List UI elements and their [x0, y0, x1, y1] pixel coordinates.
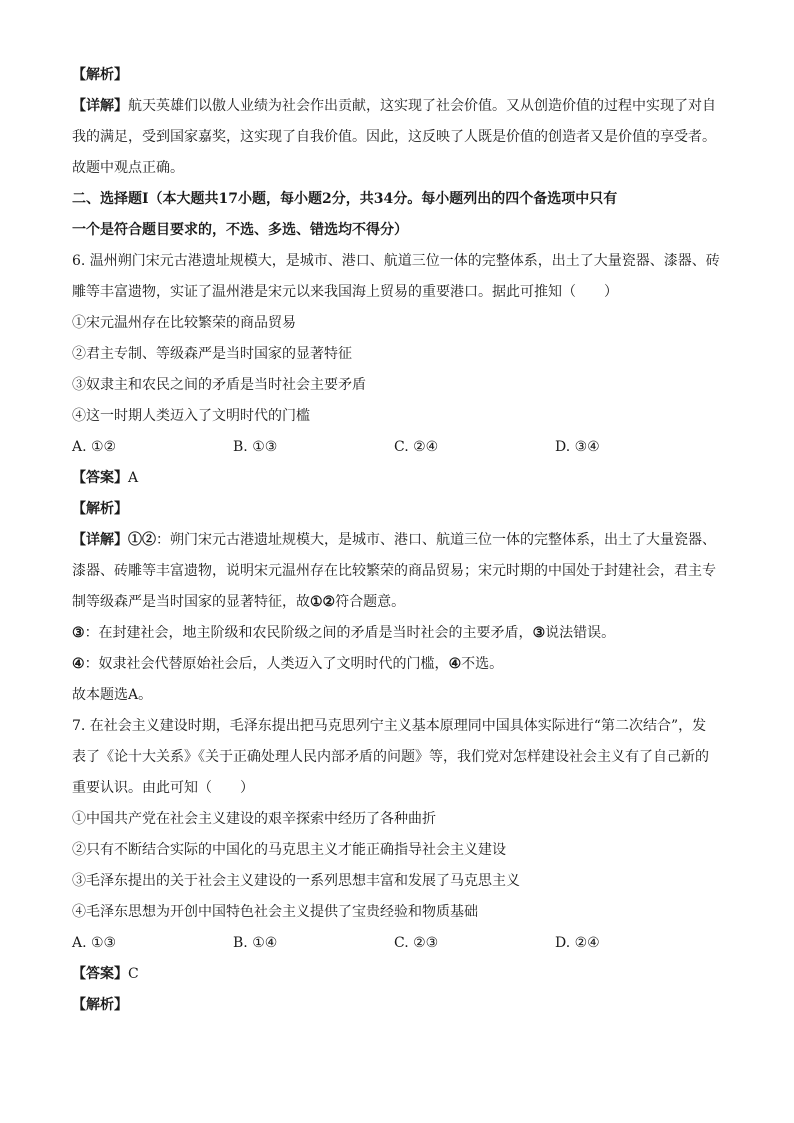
section-heading: 二、选择题Ⅰ（本大题共17小题，每小题2分，共34分。每小题列出的四个备选项中只有: [72, 191, 618, 207]
option-b: B. ①③: [233, 439, 278, 455]
statement-item: ①宋元温州存在比较繁荣的商品贸易: [72, 315, 296, 331]
conclusion-line: 故本题选A。: [72, 687, 153, 703]
analysis-tag: 【解析】: [72, 997, 128, 1013]
option-d: D. ②④: [555, 935, 600, 951]
option-b: B. ①④: [233, 935, 278, 951]
answer-options: [72, 432, 722, 463]
option-a: A. ①③: [72, 935, 117, 951]
detail-line: 我的满足，受到国家嘉奖，这实现了自我价值。因此，这反映了人既是价值的创造者又是价值的享受者。: [72, 129, 716, 145]
question-stem: 雕等丰富遗物，实证了温州港是宋元以来我国海上贸易的重要港口。据此可推知（ ）: [72, 284, 618, 300]
question-stem: 7. 在社会主义建设时期，毛泽东提出把马克思列宁主义基本原理同中国具体实际进行“第二次结合”，发: [72, 718, 707, 734]
analysis-tag: 【解析】: [72, 67, 128, 83]
question-stem: 重要认识。由此可知（ ）: [72, 780, 254, 796]
statement-item: ①中国共产党在社会主义建设的艰辛探索中经历了各种曲折: [72, 811, 436, 827]
detail-line: 制等级森严是当时国家的显著特征，故①②符合题意。: [72, 594, 406, 610]
question-stem: 表了《论十大关系》《关于正确处理人民内部矛盾的问题》等，我们党对怎样建设社会主义有了自己新的: [72, 749, 709, 765]
statement-item: ④这一时期人类迈入了文明时代的门槛: [72, 408, 310, 424]
analysis-tag: 【解析】: [72, 501, 128, 517]
detail-line: 漆器、砖雕等丰富遗物，说明宋元温州存在比较繁荣的商品贸易；宋元时期的中国处于封建社会，君主专: [72, 563, 716, 579]
option-a: A. ①②: [72, 439, 117, 455]
answer-options: [72, 928, 722, 959]
detail-line: ③：在封建社会，地主阶级和农民阶级之间的矛盾是当时社会的主要矛盾，③说法错误。: [72, 625, 616, 641]
option-c: C. ②④: [394, 439, 439, 455]
detail-line: ④：奴隶社会代替原始社会后，人类迈入了文明时代的门槛，④不选。: [72, 656, 504, 672]
statement-item: ④毛泽东思想为开创中国特色社会主义提供了宝贵经验和物质基础: [72, 904, 478, 920]
detail-line: 故题中观点正确。: [72, 160, 184, 176]
answer-line: 【答案】A: [72, 470, 139, 486]
statement-item: ③毛泽东提出的关于社会主义建设的一系列思想丰富和发展了马克思主义: [72, 873, 520, 889]
question-stem: 6. 温州朔门宋元古港遗址规模大，是城市、港口、航道三位一体的完整体系，出土了大量瓷器、漆器、砖: [72, 253, 720, 269]
detail-line: 【详解】航天英雄们以傲人业绩为社会作出贡献，这实现了社会价值。又从创造价值的过程中实现了对自: [72, 98, 716, 114]
detail-line: 【详解】①②：朔门宋元古港遗址规模大，是城市、港口、航道三位一体的完整体系，出土了大量瓷器、: [72, 532, 716, 548]
option-c: C. ②③: [394, 935, 439, 951]
statement-item: ②君主专制、等级森严是当时国家的显著特征: [72, 346, 352, 362]
statement-item: ③奴隶主和农民之间的矛盾是当时社会主要矛盾: [72, 377, 366, 393]
section-heading: 一个是符合题目要求的，不选、多选、错选均不得分）: [72, 222, 408, 238]
statement-item: ②只有不断结合实际的中国化的马克思主义才能正确指导社会主义建设: [72, 842, 506, 858]
option-d: D. ③④: [555, 439, 600, 455]
answer-line: 【答案】C: [72, 966, 139, 982]
